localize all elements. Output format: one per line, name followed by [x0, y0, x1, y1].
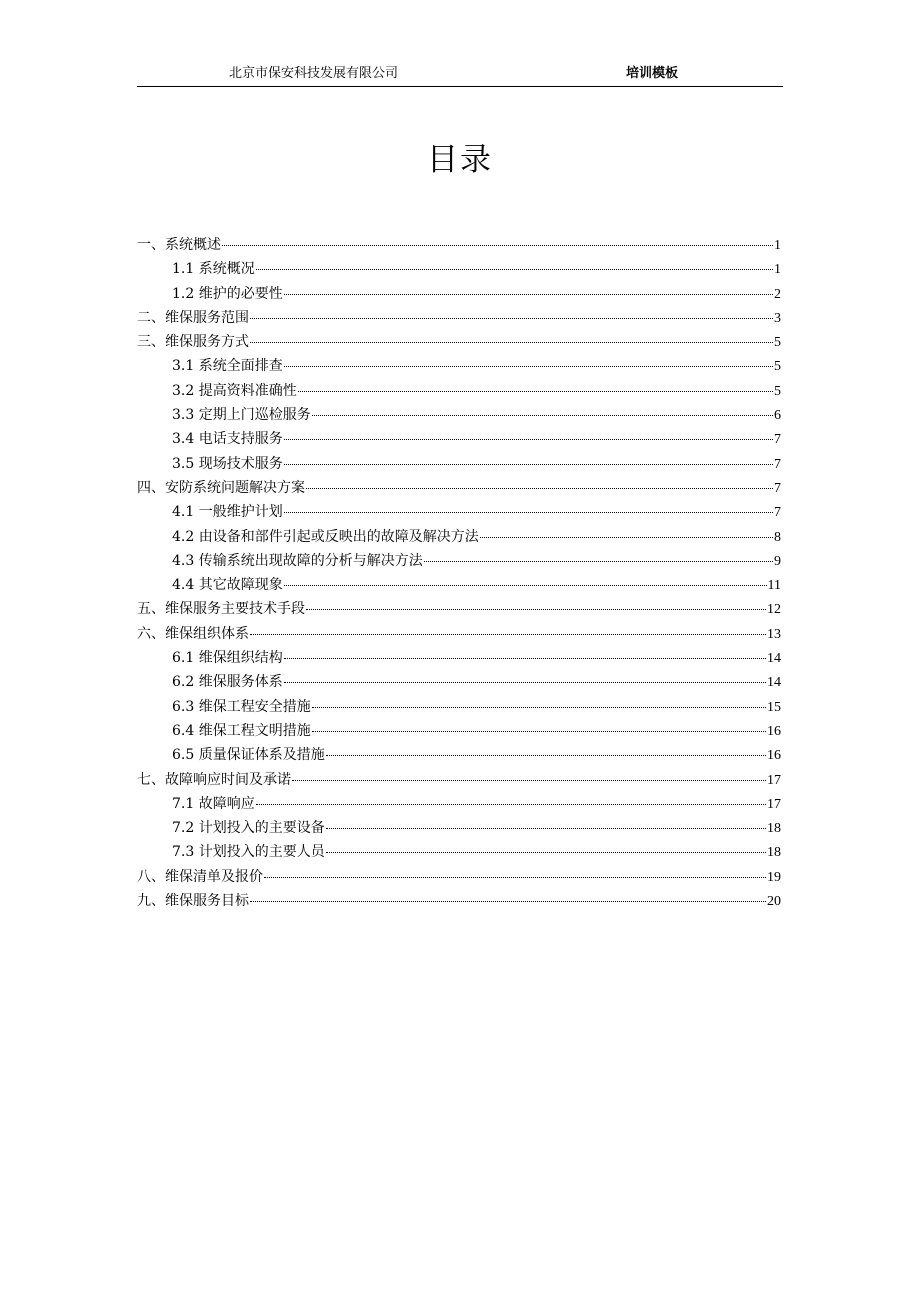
toc-entry-page-number: 5 [774, 359, 781, 375]
toc-entry[interactable] [137, 403, 781, 427]
toc-entry-page-number: 16 [767, 723, 781, 739]
toc-entry[interactable] [137, 670, 781, 694]
dot-leader [284, 464, 773, 465]
toc-entry[interactable] [137, 330, 781, 354]
toc-entry[interactable] [137, 597, 781, 621]
toc-entry-label: 七、故障响应时间及承诺 [137, 771, 291, 788]
toc-entry-label: 九、维保服务目标 [137, 893, 249, 910]
toc-entry[interactable] [137, 889, 781, 913]
toc-entry[interactable] [137, 743, 781, 767]
toc-entry[interactable] [137, 865, 781, 889]
toc-entry-label: 6.5 质量保证体系及措施 [172, 747, 325, 764]
toc-entry-label: 3.3 定期上门巡检服务 [172, 407, 311, 424]
dot-leader [312, 707, 766, 708]
company-name: 北京市保安科技发展有限公司 [229, 66, 399, 81]
toc-entry-page-number: 15 [767, 699, 781, 715]
toc-entry-page-number: 1 [774, 262, 781, 278]
dot-leader [312, 415, 773, 416]
dot-leader [298, 391, 773, 392]
toc-entry-page-number: 2 [774, 286, 781, 302]
toc-entry-page-number: 18 [767, 845, 781, 861]
toc-entry-label: 4.2 由设备和部件引起或反映出的故障及解决方法 [172, 528, 479, 545]
toc-entry-label: 7.2 计划投入的主要设备 [172, 820, 325, 837]
dot-leader [284, 366, 773, 367]
toc-entry-page-number: 7 [774, 432, 781, 448]
toc-entry-label: 1.1 系统概况 [172, 261, 255, 278]
toc-entry-label: 六、维保组织体系 [137, 625, 249, 642]
toc-entry[interactable] [137, 525, 781, 549]
toc-entry-page-number: 16 [767, 748, 781, 764]
dot-leader [256, 269, 773, 270]
dot-leader [306, 609, 766, 610]
dot-leader [292, 780, 766, 781]
toc-entry-page-number: 13 [767, 626, 781, 642]
toc-entry-page-number: 8 [774, 529, 781, 545]
toc-entry-label: 五、维保服务主要技术手段 [137, 601, 305, 618]
toc-entry-label: 三、维保服务方式 [137, 334, 249, 351]
toc-entry-page-number: 5 [774, 335, 781, 351]
toc-entry-page-number: 17 [767, 772, 781, 788]
dot-leader [250, 318, 773, 319]
toc-entry[interactable] [137, 452, 781, 476]
toc-entry-label: 6.2 维保服务体系 [172, 674, 283, 691]
table-of-contents [137, 233, 781, 913]
toc-entry[interactable] [137, 379, 781, 403]
toc-entry-page-number: 12 [767, 602, 781, 618]
toc-entry-page-number: 3 [774, 310, 781, 326]
toc-entry-page-number: 9 [774, 553, 781, 569]
toc-entry[interactable] [137, 354, 781, 378]
toc-entry-page-number: 17 [767, 796, 781, 812]
dot-leader [284, 512, 773, 513]
toc-entry-label: 二、维保服务范围 [137, 309, 249, 326]
document-type: 培训模板 [626, 66, 679, 81]
dot-leader [326, 852, 766, 853]
dot-leader [250, 634, 766, 635]
page-header [137, 62, 783, 87]
toc-entry-label: 一、系统概述 [137, 237, 221, 253]
page-title: 目录 [427, 142, 493, 178]
toc-entry-label: 7.3 计划投入的主要人员 [172, 844, 325, 861]
toc-entry-label: 6.1 维保组织结构 [172, 650, 283, 667]
toc-entry-label: 4.3 传输系统出现故障的分析与解决方法 [172, 552, 423, 569]
toc-entry-page-number: 14 [767, 675, 781, 691]
dot-leader [424, 561, 773, 562]
toc-entry-label: 3.5 现场技术服务 [172, 455, 283, 472]
toc-entry[interactable] [137, 427, 781, 451]
toc-entry-page-number: 7 [774, 480, 781, 496]
dot-leader [312, 731, 766, 732]
toc-entry[interactable] [137, 257, 781, 281]
dot-leader [306, 488, 773, 489]
toc-entry-label: 3.1 系统全面排查 [172, 358, 283, 375]
dot-leader [284, 439, 773, 440]
toc-entry[interactable] [137, 233, 781, 257]
dot-leader [222, 245, 773, 246]
toc-entry[interactable] [137, 695, 781, 719]
toc-entry-label: 6.4 维保工程文明措施 [172, 722, 311, 739]
dot-leader [480, 537, 773, 538]
toc-entry-label: 3.4 电话支持服务 [172, 431, 283, 448]
toc-entry-page-number: 11 [767, 578, 781, 594]
toc-entry[interactable] [137, 500, 781, 524]
toc-entry[interactable] [137, 840, 781, 864]
toc-entry-label: 3.2 提高资料准确性 [172, 382, 297, 399]
toc-entry-page-number: 18 [767, 821, 781, 837]
toc-entry-label: 1.2 维护的必要性 [172, 285, 283, 302]
toc-entry[interactable] [137, 768, 781, 792]
toc-entry[interactable] [137, 282, 781, 306]
toc-entry-page-number: 6 [774, 408, 781, 424]
toc-entry-label: 八、维保清单及报价 [137, 868, 263, 885]
toc-entry-page-number: 20 [767, 894, 781, 910]
dot-leader [284, 294, 773, 295]
toc-entry-label: 7.1 故障响应 [172, 795, 255, 812]
dot-leader [284, 658, 766, 659]
toc-entry-page-number: 5 [774, 383, 781, 399]
dot-leader [250, 901, 766, 902]
toc-entry-page-number: 7 [774, 505, 781, 521]
toc-entry-label: 四、安防系统问题解决方案 [137, 479, 305, 496]
toc-entry-page-number: 14 [767, 651, 781, 667]
toc-entry-label: 4.4 其它故障现象 [172, 577, 283, 594]
toc-entry-page-number: 7 [774, 456, 781, 472]
toc-entry-label: 4.1 一般维护计划 [172, 504, 283, 521]
dot-leader [326, 755, 766, 756]
toc-entry[interactable] [137, 719, 781, 743]
toc-entry-page-number: 1 [774, 238, 781, 253]
toc-entry[interactable] [137, 573, 781, 597]
toc-entry[interactable] [137, 306, 781, 330]
toc-entry[interactable] [137, 476, 781, 500]
toc-entry[interactable] [137, 622, 781, 646]
toc-entry[interactable] [137, 816, 781, 840]
dot-leader [264, 877, 766, 878]
dot-leader [284, 682, 766, 683]
toc-entry[interactable] [137, 549, 781, 573]
toc-entry-page-number: 19 [767, 869, 781, 885]
toc-entry[interactable] [137, 646, 781, 670]
dot-leader [284, 585, 767, 586]
dot-leader [250, 342, 773, 343]
dot-leader [326, 828, 766, 829]
toc-entry[interactable] [137, 792, 781, 816]
dot-leader [256, 804, 766, 805]
toc-entry-label: 6.3 维保工程安全措施 [172, 698, 311, 715]
